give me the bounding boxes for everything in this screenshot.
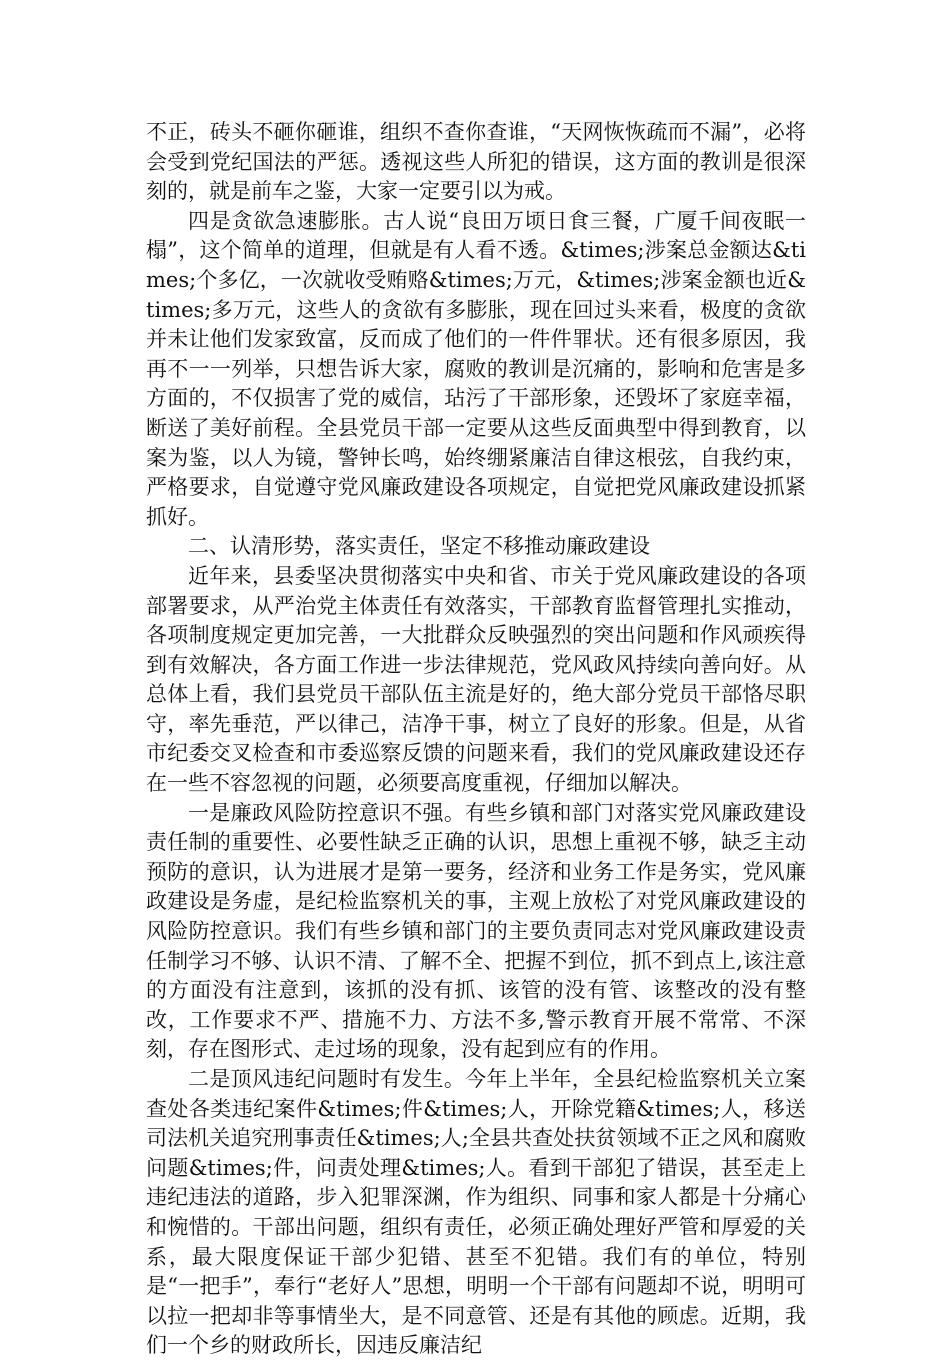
section-heading-two: 二、认清形势，落实责任，坚定不移推动廉政建设 [188, 534, 650, 559]
paragraph-risk-control: 一是廉政风险防控意识不强。有些乡镇和部门对落实党风廉政建设责任制的重要性、必要性缺乏正确的认识，思想上重视不够，缺乏主动预防的意识，认为进展才是第一要务，经济和业务工作是务实，党风廉政建设是务虚，是纪检监察机关的事，主观上放松了对党风廉政建设的风险防控意识。我们有些乡镇和部门的主要负责同志对党风廉政建设责任制学习不够、认识不清、了解不全、把握不到位，抓不到点上,该注意的方面没有注意到，该抓的没有抓、该管的没有管、该整改的没有整改，工作要求不严、措施不力、方法不多,警示教育开展不常常、不深刻，存在图形式、走过场的现象，没有起到应有的作用。 [146, 800, 806, 1062]
document-body [146, 118, 806, 1361]
paragraph-continuation: 不正，砖头不砸你砸谁，组织不查你查谁，“天网恢恢疏而不漏”，必将会受到党纪国法的严惩。透视这些人所犯的错误，这方面的教训是很深刻的，就是前车之鉴，大家一定要引以为戒。 [146, 120, 806, 204]
paragraph-violations: 二是顶风违纪问题时有发生。今年上半年，全县纪检监察机关立案查处各类违纪案件&times;件&times;人，开除党籍&times;人，移送司法机关追究刑事责任&times;人;全县共查处扶贫领域不正之风和腐败问题&times;件，问责处理&times;人。看到干部犯了错误，甚至走上违纪违法的道路，步入犯罪深渊，作为组织、同事和家人都是十分痛心和惋惜的。干部出问题，组织有责任，必须正确处理好严管和厚爱的关系，最大限度保证干部少犯错、甚至不犯错。我们有的单位，特别是“一把手”，奉行“老好人”思想，明明一个干部有问题却不说，明明可以拉一把却非等事情坐大，是不同意管、还是有其他的顾虑。近期，我们一个乡的财政所长，因违反廉洁纪 [146, 1067, 806, 1358]
paragraph-greed-expansion: 四是贪欲急速膨胀。古人说“良田万顷日食三餐，广厦千间夜眠一榻”，这个简单的道理，但就是有人看不透。&times;涉案总金额达&times;个多亿，一次就收受贿赂&times;万元，&times;涉案金额也近&times;多万元，这些人的贪欲有多膨胀，现在回过头来看，极度的贪欲并未让他们发家致富，反而成了他们的一件件罪状。还有很多原因，我再不一一列举，只想告诉大家，腐败的教训是沉痛的，影响和危害是多方面的，不仅损害了党的威信，玷污了干部形象，还毁坏了家庭幸福，断送了美好前程。全县党员干部一定要从这些反面典型中得到教育，以案为鉴，以人为镜，警钟长鸣，始终绷紧廉洁自律这根弦，自我约束，严格要求，自觉遵守党风廉政建设各项规定，自觉把党风廉政建设抓紧抓好。 [146, 208, 806, 529]
paragraph-recent-years: 近年来，县委坚决贯彻落实中央和省、市关于党风廉政建设的各项部署要求，从严治党主体责任有效落实，干部教育监督管理扎实推动，各项制度规定更加完善，一大批群众反映强烈的突出问题和作风顽疾得到有效解决，各方面工作进一步法律规范，党风政风持续向善向好。从总体上看，我们县党员干部队伍主流是好的，绝大部分党员干部恪尽职守，率先垂范，严以律己，洁净干事，树立了良好的形象。但是，从省市纪委交叉检查和市委巡察反馈的问题来看，我们的党风廉政建设还存在一些不容忽视的问题，必须要高度重视，仔细加以解决。 [146, 563, 806, 796]
